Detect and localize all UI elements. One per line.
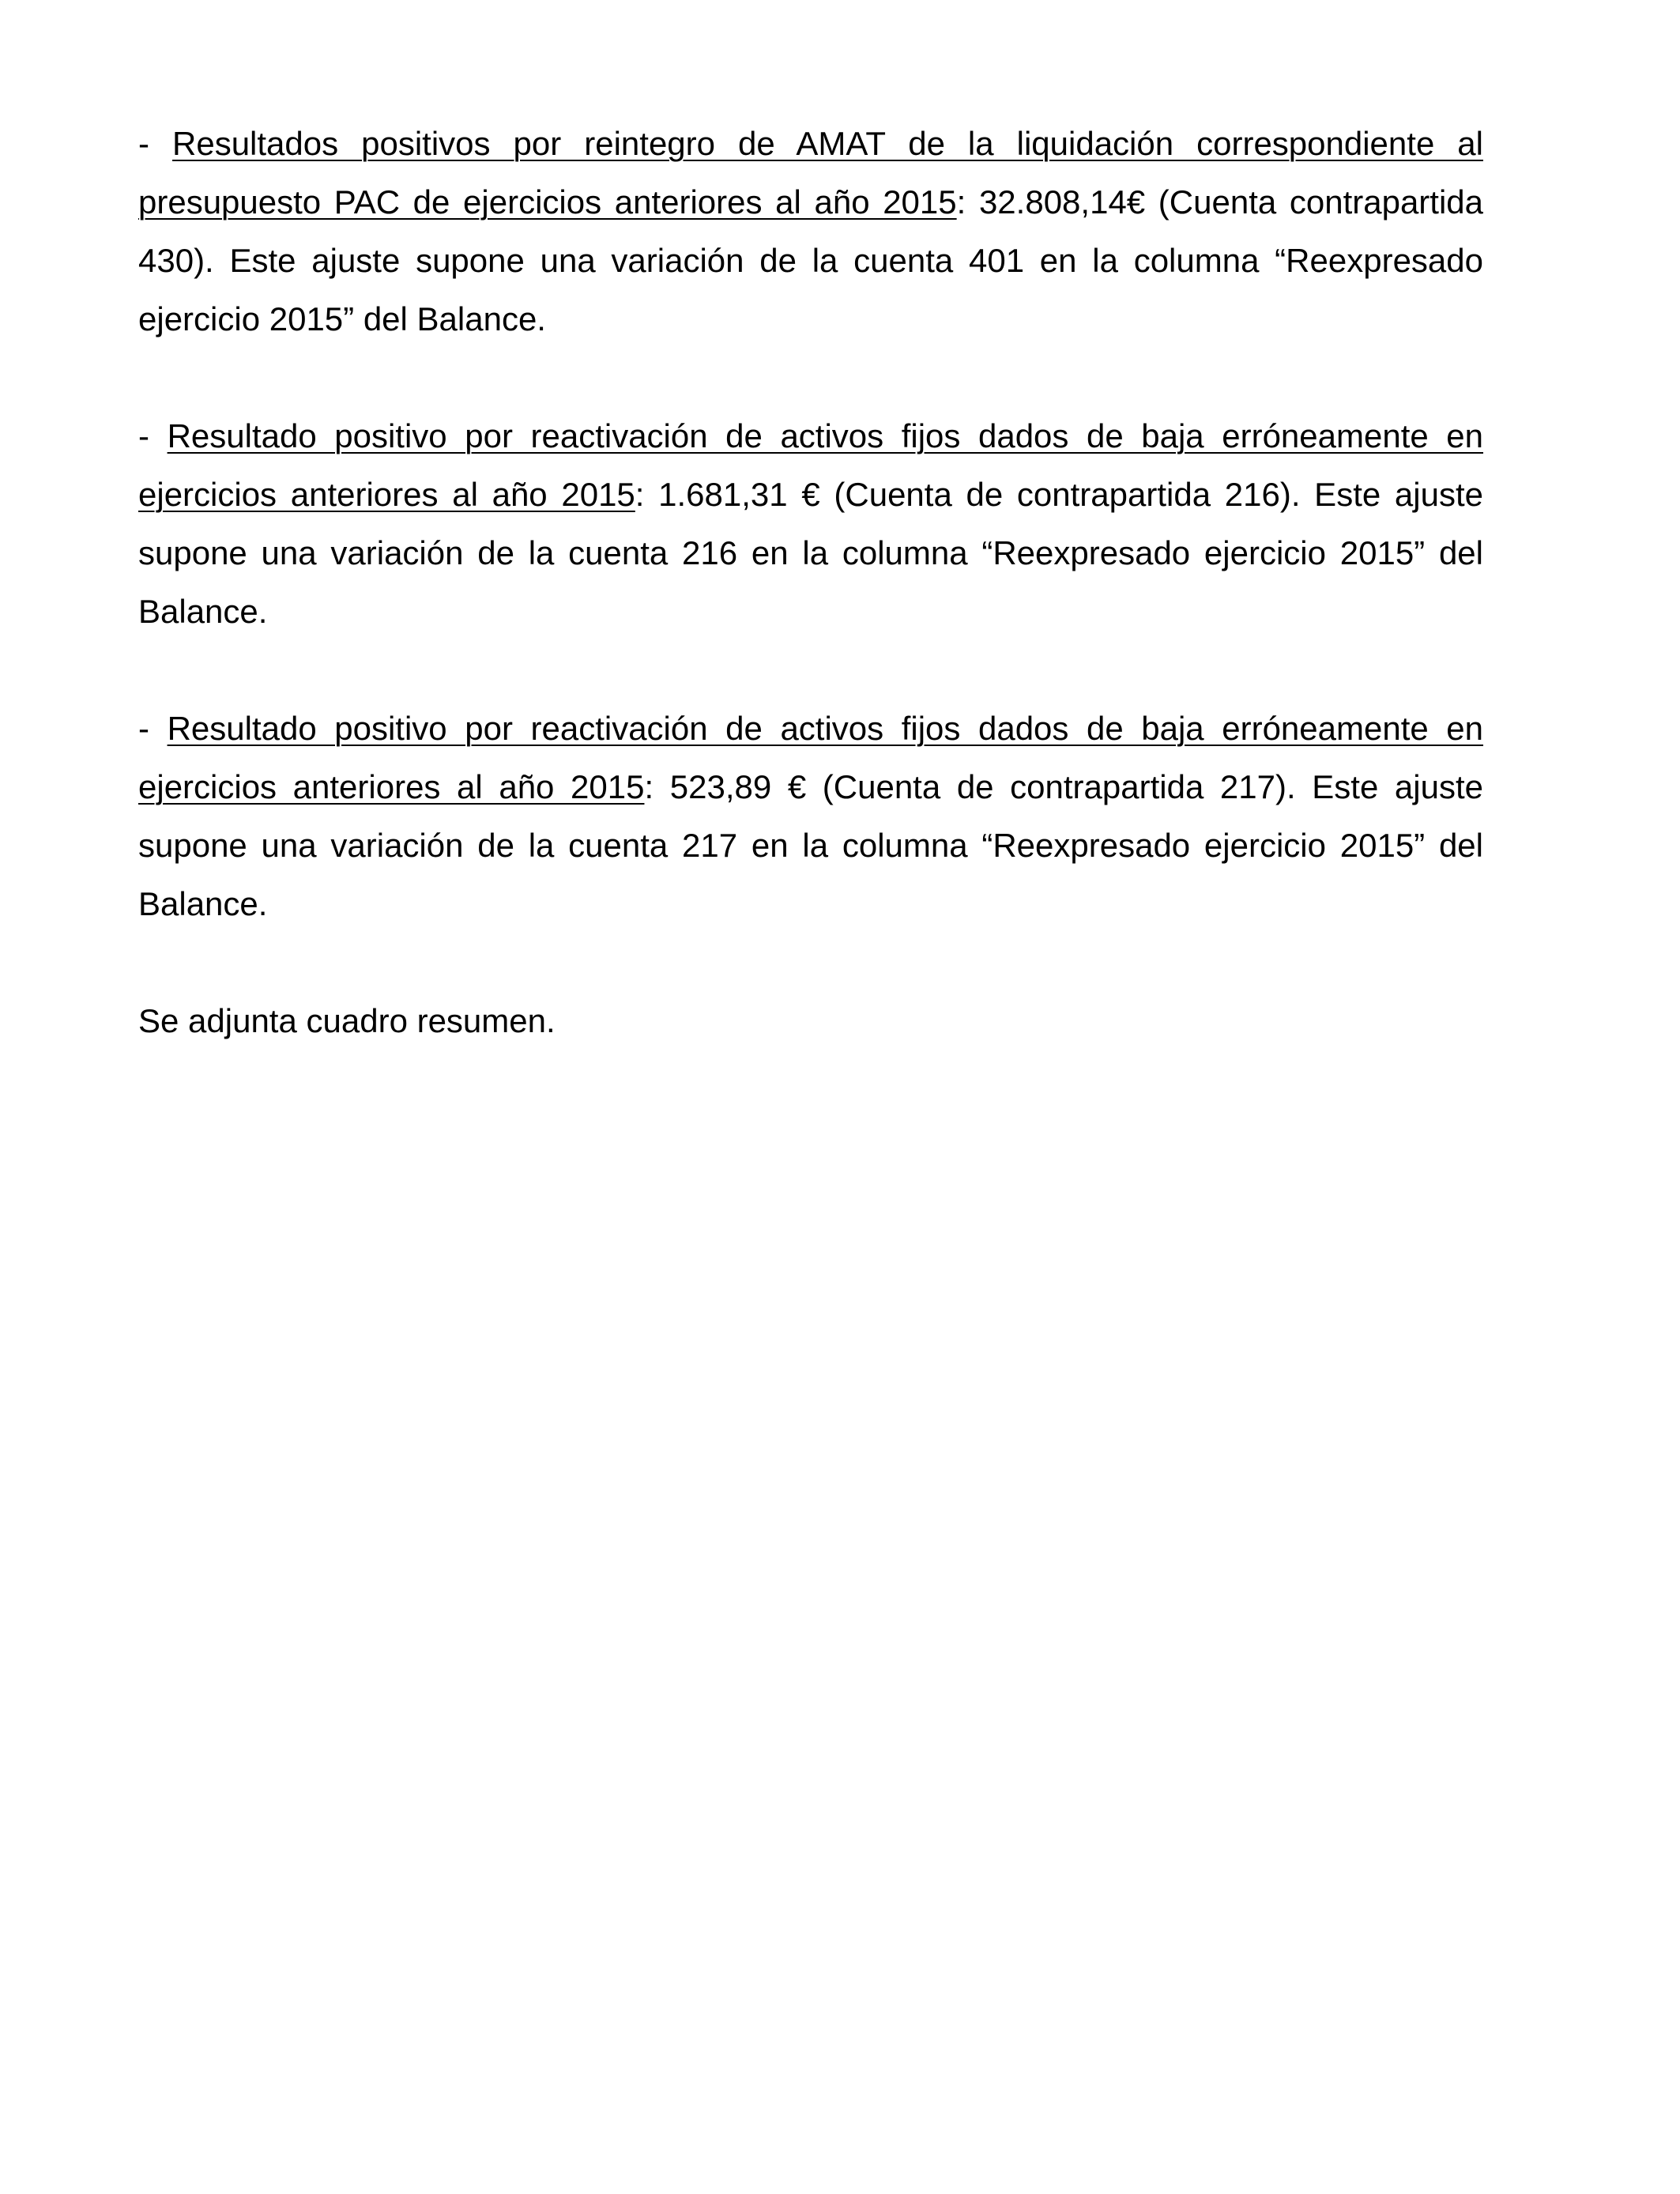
list-dash: -: [138, 125, 172, 162]
list-dash: -: [138, 710, 168, 747]
adjustment-title: Resultado positivo por reactivación de activos fijos dados de baja erróneamente en ejercicios anteriores al año 2015: [138, 417, 1484, 513]
adjustment-detail: : 32.808,14€ (Cuenta contrapartida 430). Este ajuste supone una variación de la cuenta 401 en la columna “Reexpresado ejercicio 2015” del Balance.: [138, 183, 1484, 337]
adjustment-detail: : 523,89 € (Cuenta de contrapartida 217). Este ajuste supone una variación de la cuenta 217 en la columna “Reexpresado ejercicio 2015” del Balance.: [138, 768, 1483, 922]
adjustment-paragraph-amat: [138, 115, 1483, 349]
list-dash: -: [138, 417, 168, 454]
document-page: [138, 115, 1483, 1109]
adjustment-paragraph-216: [138, 407, 1483, 641]
adjustment-title: Resultado positivo por reactivación de activos fijos dados de baja erróneamente en ejercicios anteriores al año 2015: [138, 710, 1484, 805]
adjustment-paragraph-217: [138, 699, 1483, 933]
closing-sentence: Se adjunta cuadro resumen.: [138, 1002, 556, 1039]
adjustment-title: Resultados positivos por reintegro de AMAT de la liquidación correspondiente al presupuesto PAC de ejercicios anteriores al año 2015: [138, 125, 1483, 221]
adjustment-detail: : 1.681,31 € (Cuenta de contrapartida 216). Este ajuste supone una variación de la cuenta 216 en la columna “Reexpresado ejercicio 2015” del Balance.: [138, 476, 1483, 630]
